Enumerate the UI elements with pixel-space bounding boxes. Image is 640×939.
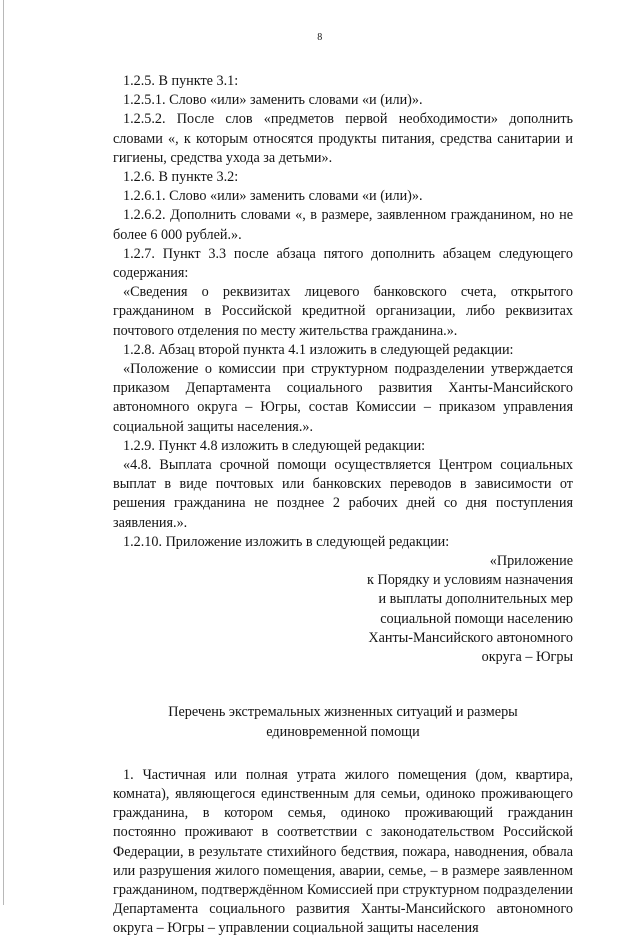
paragraph-1-2-10: 1.2.10. Приложение изложить в следующей редакции: xyxy=(123,533,450,550)
appendix-line: социальной помощи населению xyxy=(380,610,573,627)
heading-line: Перечень экстремальных жизненных ситуаций и размеры xyxy=(168,704,518,721)
document-body xyxy=(113,72,573,939)
appendix-line: и выплаты дополнительных мер xyxy=(378,591,573,608)
page-edge xyxy=(3,0,4,905)
paragraph-1-2-5-1: 1.2.5.1. Слово «или» заменить словами «и (или)». xyxy=(123,92,423,109)
section-heading xyxy=(113,703,573,741)
appendix-note xyxy=(113,552,573,667)
appendix-line: к Порядку и условиям назначения xyxy=(367,572,573,589)
appendix-line: Ханты-Мансийского автономного xyxy=(368,629,573,646)
paragraph-1-2-5: 1.2.5. В пункте 3.1: xyxy=(123,73,239,89)
quote-bank-details: «Сведения о реквизитах лицевого банковского счета, открытого гражданином в Российской кредитной организации, либо реквизитах почтового отделения по месту жительства гражданина.». xyxy=(113,284,573,339)
spacer xyxy=(113,742,573,766)
paragraph-1-2-9: 1.2.9. Пункт 4.8 изложить в следующей редакции: xyxy=(123,437,426,454)
paragraph-1-2-5-2: 1.2.5.2. После слов «предметов первой необходимости» дополнить словами «, к которым относятся продукты питания, средства санитарии и гигиены, средства ухода за детьми». xyxy=(113,111,573,166)
paragraph-1-2-7: 1.2.7. Пункт 3.3 после абзаца пятого дополнить абзацем следующего содержания: xyxy=(113,245,573,282)
page-number: 8 xyxy=(317,32,323,43)
heading-line: единовременной помощи xyxy=(266,723,420,740)
paragraph-1-2-8: 1.2.8. Абзац второй пункта 4.1 изложить в следующей редакции: xyxy=(123,341,514,358)
appendix-line: округа – Югры xyxy=(481,649,573,666)
item-1: 1. Частичная или полная утрата жилого помещения (дом, квартира, комната), являющегося единственным для семьи, одиноко проживающего гражданина, в котором семья, одиноко проживающий гражданин постоянно проживают в соответствии с законодательством Российской Федерации, в результате стихийного бедствия, пожара, наводнения, обвала или разрушения жилого помещения, аварии, семье, – в размере заявленном гражданином, подтверждённом Комиссией при структурном подразделении Департамента социального развития Ханты-Мансийского автономного округа – Югры – управлении социальной защиты населения xyxy=(113,766,573,937)
appendix-line: «Приложение xyxy=(489,553,573,570)
paragraph-1-2-6-1: 1.2.6.1. Слово «или» заменить словами «и (или)». xyxy=(123,188,423,205)
quote-payment: «4.8. Выплата срочной помощи осуществляется Центром социальных выплат в виде почтовых или банковских переводов в зависимости от решения гражданина не позднее 2 рабочих дней со дня поступления заявления.». xyxy=(113,457,573,531)
paragraph-1-2-6: 1.2.6. В пункте 3.2: xyxy=(123,169,239,186)
quote-commission: «Положение о комиссии при структурном подразделении утверждается приказом Департамента социального развития Ханты-Мансийского автономного округа – Югры, состав Комиссии – приказом управления социальной защиты населения.». xyxy=(113,361,573,435)
paragraph-1-2-6-2: 1.2.6.2. Дополнить словами «, в размере, заявленном гражданином, но не более 6 000 рублей.». xyxy=(113,207,573,243)
